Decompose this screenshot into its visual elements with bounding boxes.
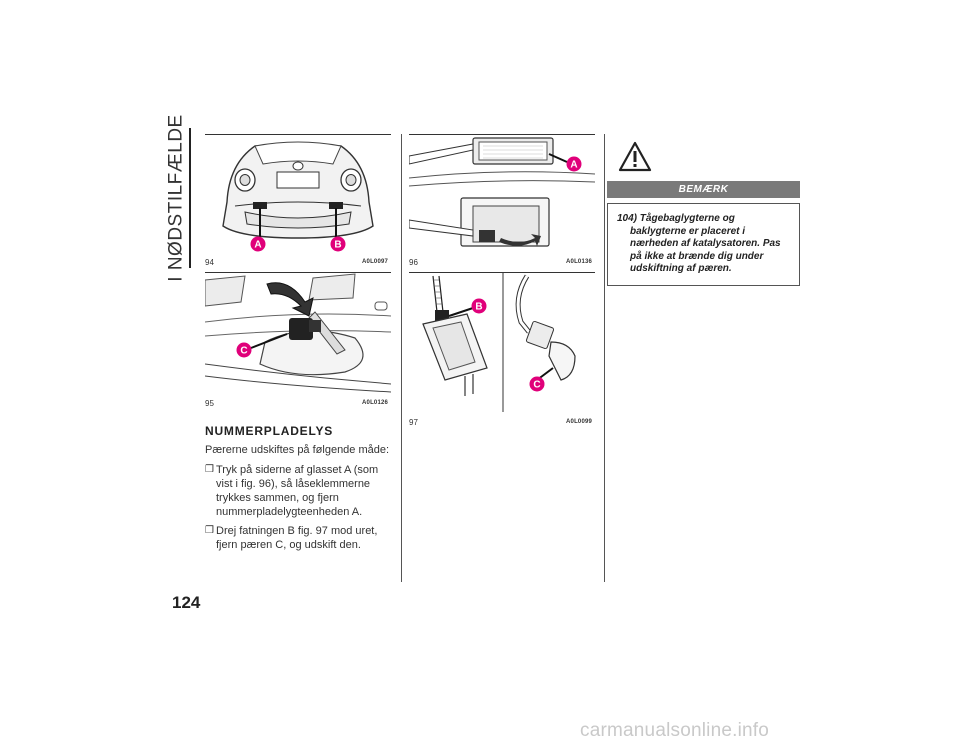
warning-triangle-icon xyxy=(618,141,652,172)
figure-95-illustration xyxy=(205,272,391,394)
list-item xyxy=(205,524,395,552)
article-heading: NUMMERPLADELYS xyxy=(205,424,334,438)
figure-97-callout-b: B xyxy=(475,301,483,313)
figure-94-callout-b: B xyxy=(334,239,342,251)
bullet-glyph: ❒ xyxy=(205,525,214,536)
figure-95 xyxy=(205,272,391,394)
figure-94-callout-a: A xyxy=(254,239,262,251)
step-text: Drej fatningen B fig. 97 mod uret, fjern pæren C, og udskift den. xyxy=(216,525,378,551)
note-box xyxy=(607,203,800,286)
figure-94-code: A0L0097 xyxy=(362,259,389,265)
figure-97-number: 97 xyxy=(409,418,418,427)
figure-94-illustration xyxy=(205,134,391,254)
figure-97-illustration xyxy=(409,272,595,412)
note-number: 104) xyxy=(617,213,638,224)
figure-94-number: 94 xyxy=(205,258,214,267)
column-divider-right xyxy=(604,134,605,582)
article-steps xyxy=(205,463,395,557)
note-text: Tågebaglygterne og baklygterne er placeret i nærheden af katalysatoren. Pas på ikke at brænde dig under udskiftning af pæren. xyxy=(630,213,781,274)
figure-94 xyxy=(205,134,391,254)
section-title-text: I NØDSTILFÆLDE xyxy=(166,114,188,282)
bullet-glyph: ❒ xyxy=(205,464,214,475)
figure-96-illustration xyxy=(409,134,595,254)
figure-95-callout-c: C xyxy=(240,345,248,357)
article-intro: Pærerne udskiftes på følgende måde: xyxy=(205,444,390,456)
figure-97 xyxy=(409,272,595,412)
watermark: carmanualsonline.info xyxy=(580,720,770,741)
figure-95-number: 95 xyxy=(205,399,214,408)
section-title xyxy=(166,114,188,282)
figure-95-code: A0L0126 xyxy=(362,400,389,406)
section-bar xyxy=(189,128,191,268)
figure-97-callout-c: C xyxy=(533,379,541,391)
step-text: Tryk på siderne af glasset A (som vist i fig. 96), så låseklemmerne trykkes sammen, og fjern nummerpladelygteenheden A. xyxy=(216,464,379,518)
figure-96 xyxy=(409,134,595,254)
figure-96-callout-a: A xyxy=(570,159,578,171)
page-number: 124 xyxy=(172,593,201,612)
figure-97-code: A0L0099 xyxy=(566,419,593,425)
figure-96-number: 96 xyxy=(409,258,418,267)
figure-96-code: A0L0136 xyxy=(566,259,593,265)
note-header: BEMÆRK xyxy=(607,181,800,198)
note-paragraph xyxy=(617,213,793,276)
column-divider-left xyxy=(401,134,402,582)
list-item xyxy=(205,463,395,519)
